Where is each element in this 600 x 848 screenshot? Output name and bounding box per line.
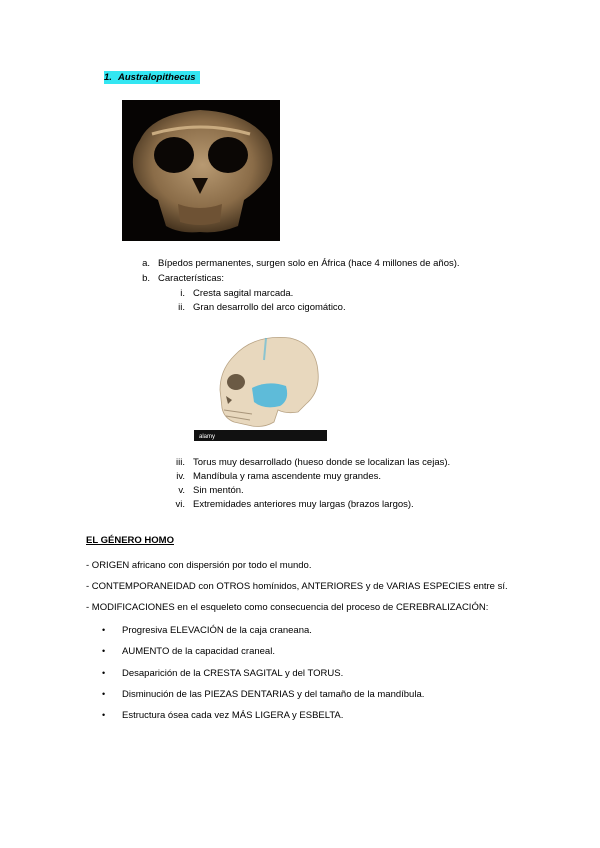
heading-title: Australopithecus <box>118 72 196 83</box>
bullet-text: Desaparición de la CRESTA SAGITAL y del TORUS. <box>122 668 344 679</box>
list-marker: b. <box>142 273 150 284</box>
list-text: Cresta sagital marcada. <box>193 288 294 299</box>
list-item-i <box>170 288 293 299</box>
list-item-iii <box>170 457 450 468</box>
section-line: - MODIFICACIONES en el esqueleto como consecuencia del proceso de CEREBRALIZACIÓN: <box>86 602 489 613</box>
skull-photo-icon <box>122 100 280 241</box>
list-marker: iii. <box>176 457 185 468</box>
bullet-item <box>102 668 343 679</box>
list-marker: v. <box>178 485 185 496</box>
list-text: Mandíbula y rama ascendente muy grandes. <box>193 471 381 482</box>
list-item-vi <box>170 499 414 510</box>
bullet-text: Progresiva ELEVACIÓN de la caja craneana. <box>122 625 312 636</box>
list-item-v <box>170 485 244 496</box>
list-text: Características: <box>158 273 224 284</box>
bullet-icon: • <box>102 689 106 699</box>
skull-diagram-photo <box>194 330 327 441</box>
section-title-genero-homo: EL GÉNERO HOMO <box>86 535 174 546</box>
list-marker: ii. <box>178 302 185 313</box>
list-item-b <box>140 273 224 284</box>
section-line: - ORIGEN africano con dispersión por todo el mundo. <box>86 560 312 571</box>
bullet-item <box>102 625 312 636</box>
bullet-text: Disminución de las PIEZAS DENTARIAS y del tamaño de la mandíbula. <box>122 689 425 700</box>
bullet-item <box>102 710 343 721</box>
bullet-icon: • <box>102 625 106 635</box>
list-text: Gran desarrollo del arco cigomático. <box>193 302 346 313</box>
list-item-a <box>140 258 460 269</box>
bullet-item <box>102 689 424 700</box>
bullet-icon: • <box>102 710 106 720</box>
list-text: Bípedos permanentes, surgen solo en África (hace 4 millones de años). <box>158 258 460 269</box>
bullet-item <box>102 646 275 657</box>
list-marker: i. <box>180 288 185 299</box>
section-line: - CONTEMPORANEIDAD con OTROS homínidos, ANTERIORES y de VARIAS ESPECIES entre sí. <box>86 581 508 592</box>
skull-diagram-icon <box>194 330 327 441</box>
fossil-skull-photo <box>122 100 280 241</box>
list-text: Torus muy desarrollado (hueso donde se localizan las cejas). <box>193 457 451 468</box>
list-text: Sin mentón. <box>193 485 244 496</box>
heading-number: 1. <box>104 72 112 83</box>
bullet-icon: • <box>102 646 106 656</box>
list-text: Extremidades anteriores muy largas (brazos largos). <box>193 499 414 510</box>
bullet-icon: • <box>102 668 106 678</box>
section-heading-australopithecus <box>104 71 200 84</box>
list-marker: iv. <box>176 471 185 482</box>
list-marker: a. <box>142 258 150 269</box>
list-marker: vi. <box>175 499 185 510</box>
list-item-iv <box>170 471 381 482</box>
list-item-ii <box>170 302 346 313</box>
bullet-text: AUMENTO de la capacidad craneal. <box>122 646 275 657</box>
bullet-text: Estructura ósea cada vez MÁS LIGERA y ESBELTA. <box>122 710 344 721</box>
watermark-text: alamy <box>199 434 216 440</box>
